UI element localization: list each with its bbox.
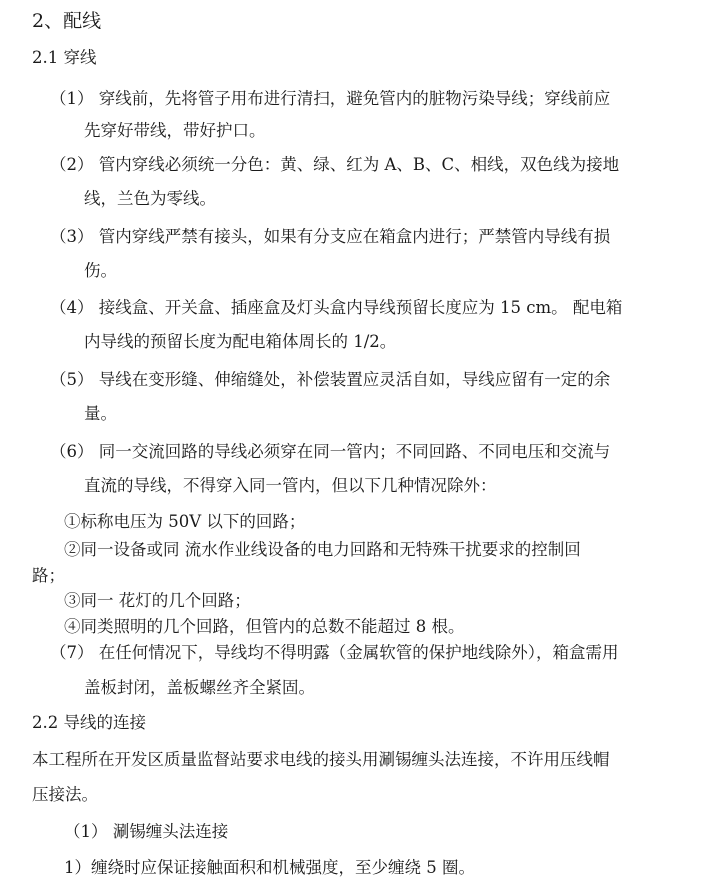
item-3-line-1: （3） 管内穿线严禁有接头，如果有分支应在箱盒内进行；严禁管内导线有损 [50,227,611,246]
item-2-line-2: 线，兰色为零线。 [84,189,216,208]
subsection-heading-2-1: 2.1 穿线 [32,48,97,67]
connection-paragraph-line-1: 本工程所在开发区质量监督站要求电线的接头用涮锡缠头法连接，不许用压线帽 [32,750,610,769]
sub-item-1: （1） 涮锡缠头法连接 [64,822,229,841]
connection-paragraph-line-2: 压接法。 [32,785,98,804]
item-6-line-2: 直流的导线，不得穿入同一管内，但以下几种情况除外： [84,476,497,495]
section-title: 2、配线 [32,10,102,32]
exception-3: ③同一 花灯的几个回路； [64,591,251,610]
item-4-line-1: （4） 接线盒、开关盒、插座盒及灯头盒内导线预留长度应为 15 cm。 配电箱 [50,298,623,317]
item-5-line-1: （5） 导线在变形缝、伸缩缝处，补偿装置应灵活自如，导线应留有一定的余 [50,370,611,389]
sub-item-1-step-1: 1）缠绕时应保证接触面积和机械强度，至少缠绕 5 圈。 [64,858,475,877]
exception-2-line-1: ②同一设备或同 流水作业线设备的电力回路和无特殊干扰要求的控制回 [64,540,581,559]
item-5-line-2: 量。 [84,404,117,423]
exception-4: ④同类照明的几个回路，但管内的总数不能超过 8 根。 [64,617,465,636]
item-2-line-1: （2） 管内穿线必须统一分色：黄、绿、红为 A、B、C、相线，双色线为接地 [50,155,620,174]
item-7-line-1: （7） 在任何情况下，导线均不得明露（金属软管的保护地线除外），箱盒需用 [50,643,619,662]
exception-1: ①标称电压为 50V 以下的回路； [64,512,306,531]
exception-2-line-2: 路； [32,566,65,585]
item-6-line-1: （6） 同一交流回路的导线必须穿在同一管内；不同回路、不同电压和交流与 [50,442,611,461]
item-1-line-2: 先穿好带线，带好护口。 [84,121,266,140]
subsection-heading-2-2: 2.2 导线的连接 [32,713,146,732]
item-1-line-1: （1） 穿线前，先将管子用布进行清扫，避免管内的脏物污染导线；穿线前应 [50,89,611,108]
item-7-line-2: 盖板封闭，盖板螺丝齐全紧固。 [84,678,315,697]
item-3-line-2: 伤。 [84,261,117,280]
item-4-line-2: 内导线的预留长度为配电箱体周长的 1/2。 [84,332,397,351]
